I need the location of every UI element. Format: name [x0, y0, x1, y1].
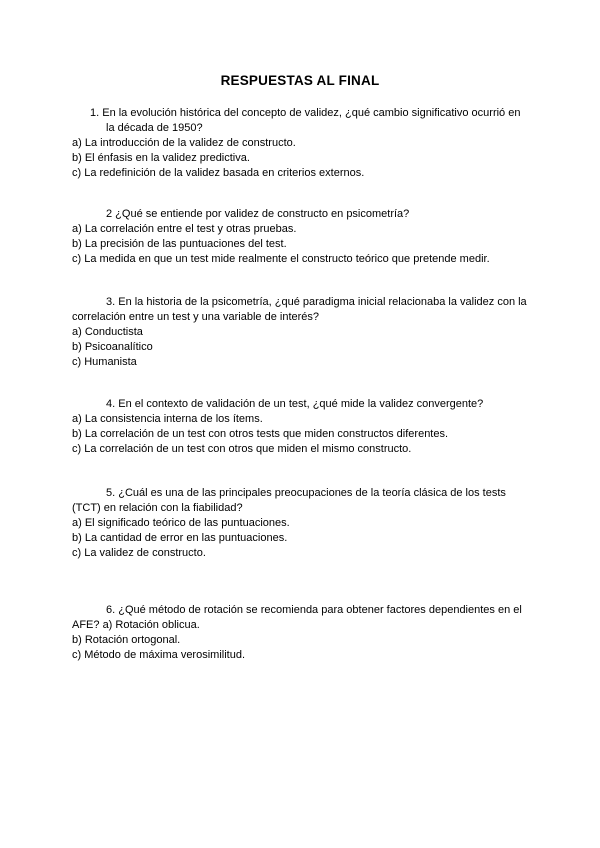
- answer-option: a) Conductista: [72, 326, 143, 338]
- answer-option: b) Psicoanalítico: [72, 341, 153, 353]
- answer-option: a) El significado teórico de las puntuaciones.: [72, 517, 290, 529]
- answer-option: c) Método de máxima verosimilitud.: [72, 649, 246, 661]
- answer-option: a) La consistencia interna de los ítems.: [72, 413, 263, 425]
- question-1: [72, 106, 532, 181]
- answer-option: b) La correlación de un test con otros tests que miden constructos diferentes.: [72, 428, 449, 440]
- answer-option: c) La validez de constructo.: [72, 547, 206, 559]
- answer-option: a) La introducción de la validez de constructo.: [72, 137, 296, 149]
- question-5: [72, 486, 532, 561]
- answer-option: c) La medida en que un test mide realmente el constructo teórico que pretende medir.: [72, 253, 490, 265]
- answer-option: b) La precisión de las puntuaciones del test.: [72, 238, 287, 250]
- question-stem: 1. En la evolución histórica del concepto de validez, ¿qué cambio significativo ocurrió en la década de 1950?: [90, 107, 521, 134]
- answer-option: a) La correlación entre el test y otras pruebas.: [72, 223, 297, 235]
- question-stem: 2 ¿Qué se entiende por validez de constructo en psicometría?: [106, 208, 410, 220]
- answer-option: b) El énfasis en la validez predictiva.: [72, 152, 250, 164]
- question-3: [72, 295, 532, 370]
- question-stem: 4. En el contexto de validación de un test, ¿qué mide la validez convergente?: [106, 398, 484, 410]
- answer-option: b) Rotación ortogonal.: [72, 634, 181, 646]
- question-4: [72, 397, 532, 457]
- answer-option: c) La redefinición de la validez basada en criterios externos.: [72, 167, 365, 179]
- question-stem: 6. ¿Qué método de rotación se recomienda para obtener factores dependientes en el AFE? a) Rotación oblicua.: [72, 604, 522, 631]
- question-stem: 3. En la historia de la psicometría, ¿qué paradigma inicial relacionaba la validez con la correlación entre un test y una variable de interés?: [72, 296, 527, 323]
- answer-option: c) La correlación de un test con otros que miden el mismo constructo.: [72, 443, 412, 455]
- page-title: RESPUESTAS AL FINAL: [220, 73, 380, 88]
- question-6: [72, 603, 532, 663]
- question-stem: 5. ¿Cuál es una de las principales preocupaciones de la teoría clásica de los tests (TCT) en relación con la fiabilidad?: [72, 487, 506, 514]
- answer-option: c) Humanista: [72, 356, 137, 368]
- question-2: [72, 207, 532, 267]
- answer-option: b) La cantidad de error en las puntuaciones.: [72, 532, 288, 544]
